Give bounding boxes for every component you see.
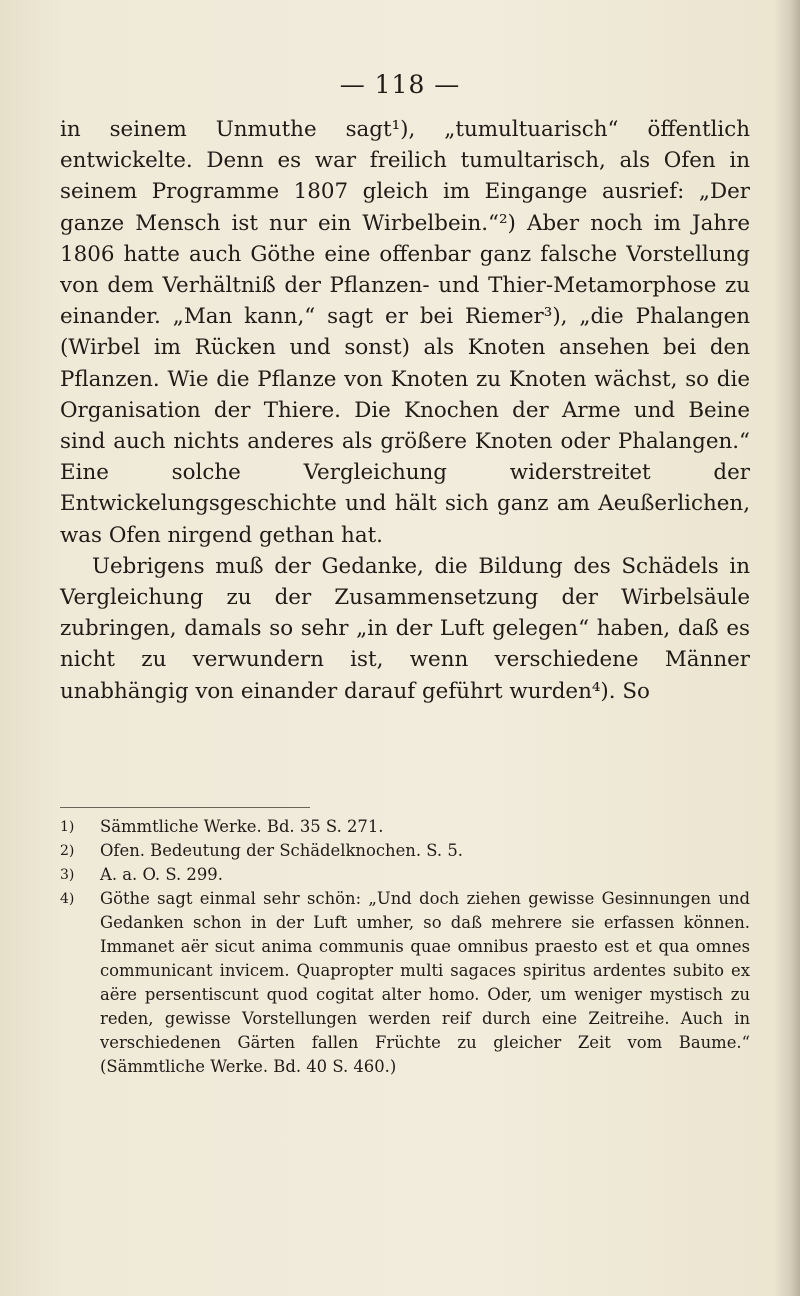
main-text xyxy=(60,114,750,707)
page-edge-shadow xyxy=(774,0,800,1296)
footnote-number: 2) xyxy=(60,843,75,859)
footnote-text: Ofen. Bedeutung der Schädelknochen. S. 5. xyxy=(100,841,463,860)
footnote xyxy=(60,839,750,863)
footnote xyxy=(60,887,750,1079)
footnote-text: Sämmtliche Werke. Bd. 35 S. 271. xyxy=(100,817,384,836)
footnote-number: 3) xyxy=(60,867,75,883)
footnote xyxy=(60,815,750,839)
paragraph-1: in seinem Unmuthe sagt¹), „tumultuarisch“ öffentlich entwickelte. Denn es war freilich tumultarisch, als Ofen in seinem Programme 1807 gleich im Eingange ausrief: „Der ganze Mensch ist nur ein Wirbelbein.“²) Aber noch im Jahre 1806 hatte auch Göthe eine offenbar ganz falsche Vorstellung von dem Verhältniß der Pflanzen- und Thier-Metamorphose zu einander. „Man kann,“ sagt er bei Riemer³), „die Phalangen (Wirbel im Rücken und sonst) als Knoten ansehen bei den Pflanzen. Wie die Pflanze von Knoten zu Knoten wächst, so die Organisation der Thiere. Die Knochen der Arme und Beine sind auch nichts anderes als größere Knoten oder Phalangen.“ Eine solche Vergleichung widerstreitet der Entwickelungsgeschichte und hält sich ganz am Aeußerlichen, was Ofen nirgend gethan hat. xyxy=(60,117,750,548)
footnote-text: Göthe sagt einmal sehr schön: „Und doch ziehen gewisse Gesinnungen und Gedanken schon in der Luft umher, so daß mehrere sie erfassen können. Immanet aër sicut anima communis quae omnibus praesto est et qua omnes communicant invicem. Quapropter multi sagaces spiritus ardentes subito ex aëre persentiscunt quod cogitat alter homo. Oder, um weniger mystisch zu reden, gewisse Vorstellungen werden reif durch eine Zeitreihe. Auch in verschiedenen Gärten fallen Früchte zu gleicher Zeit vom Baume.“ (Sämmtliche Werke. Bd. 40 S. 460.) xyxy=(100,889,750,1076)
footnote xyxy=(60,863,750,887)
footnotes xyxy=(60,815,750,1079)
page-number-header: — 118 — xyxy=(339,70,461,99)
footnote-text: A. a. O. S. 299. xyxy=(100,865,223,884)
footnote-number: 1) xyxy=(60,819,75,835)
paragraph-2: Uebrigens muß der Gedanke, die Bildung des Schädels in Vergleichung zu der Zusammensetzung der Wirbelsäule zubringen, damals so sehr „in der Luft gelegen“ haben, daß es nicht zu verwundern ist, wenn verschiedene Männer unabhängig von einander darauf geführt wurden⁴). So xyxy=(60,553,750,704)
footnote-divider xyxy=(60,807,310,808)
footnote-number: 4) xyxy=(60,891,75,907)
